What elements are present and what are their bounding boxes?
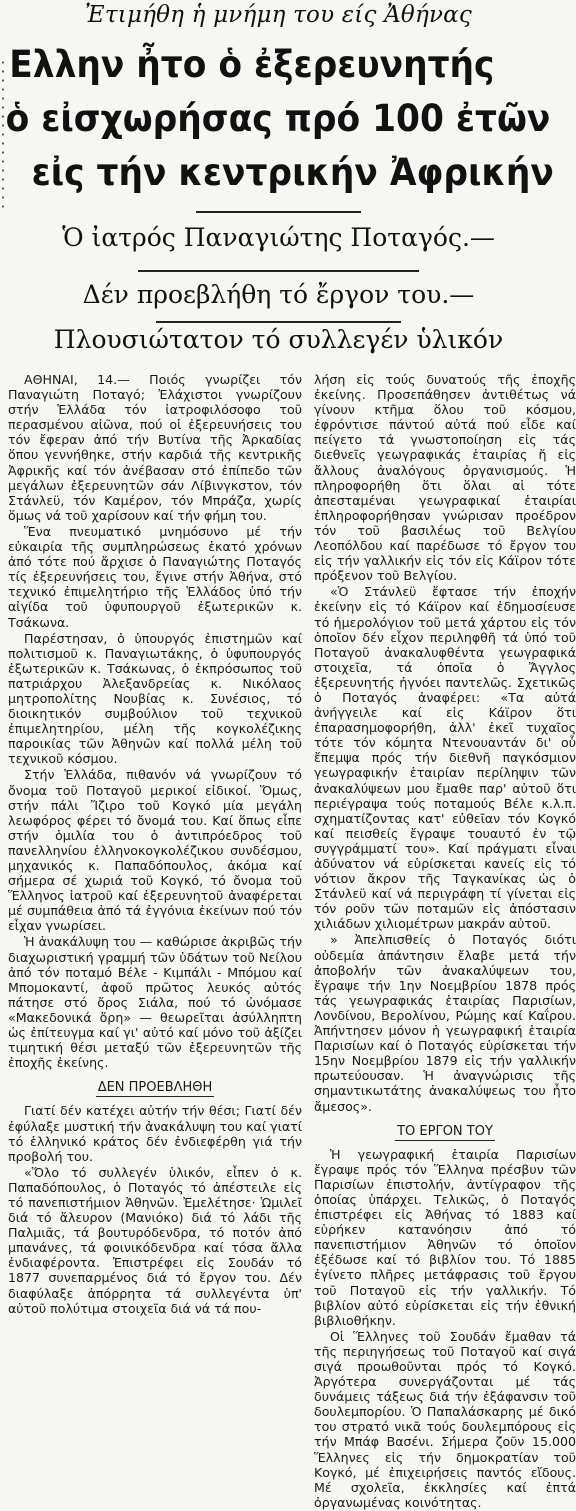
headline-line-3: εἰς τήν κεντρικήν Ἀφρικήν	[31, 151, 554, 194]
subheading	[314, 1124, 576, 1139]
subheading-text: ΔΕΝ ΠΡΟΕΒΛΗΘΗ	[97, 1080, 213, 1096]
rule-top	[196, 211, 361, 213]
paragraph: ΑΘΗΝΑΙ, 14.— Ποιός γνωρίζει τόν Παναγιώτη Ποταγό; Ἐλάχιστοι γνωρίζουν στήν Ἑλλάδα τόν ἰατροφιλόσοφο τοῦ περασμένου αἰῶνα, πού οἱ ἐξερευνήσεις του τόν ἔφεραν ἀπό τήν Βυτίνα τῆς Ἀρκαδίας ὅπου γεννήθηκε, στήν καρδιά τῆς κεντρικῆς Ἀφρικῆς καί τόν ἀνέβασαν στό ἐπίπεδο τῶν μεγάλων ἐξερευνητῶν σάν Λίβινγκστον, τόν Στάνλεϋ, τόν Καμέρον, τόν Μπράζα, χωρίς ὅμως νά τοῦ χαρίσουν καί τήν φήμη του.	[8, 372, 302, 523]
rule-mid-1	[138, 270, 419, 272]
subheading-text: ΤΟ ΕΡΓΟΝ ΤΟΥ	[397, 1123, 493, 1139]
subheading	[8, 1080, 302, 1095]
paragraph: Ἕνα πνευματικό μνημόσυνο μέ τήν εὐκαιρία τῆς συμπληρώσεως ἑκατό χρόνων ἀπό τότε πού ἄρχισε ὁ Παναγιώτης Ποταγός τίς ἐξερευνήσεις του, ἔγινε στήν Ἀθήνα, στό τεχνικό ἐπιμελητήριο τῆς Ἑλλάδος ὑπό τήν αἰγίδα τοῦ ὑφυπουργοῦ ἐξωτερικῶν κ. Τσάκωνα.	[8, 523, 302, 630]
deck-line-3: Πλουσιώτατον τό συλλεγέν ὑλικόν	[53, 325, 504, 354]
paragraph: «Ὅλο τό συλλεγέν ὑλικόν, εἶπεν ὁ κ. Παπαδόπουλος, ὁ Ποταγός τό ἀπέστειλε εἰς τό πανεπιστήμιον Ἀθηνῶν. Ἐμελέτησε· Ὡμιλεῖ διά τό ἄλευρον (Μανιόκο) διά τό λάδι τῆς Παλμιᾶς, τά βουτυρόδενδρα, τό ποτόν ἀπό μπανάνες, τά φοινικόδενδρα καί τόσα ἄλλα ἐνδιαφέροντα. Ἐπιστρέφει εἰς Σουδάν τό 1877 συνεπαρμένος διά τό ἔργον του. Δέν διαφύλαξε ἀπόρρητα τά συλλεγέντα ὑπ' αὐτοῦ πολύτιμα στοιχεῖα διά νά τά που-	[8, 1164, 302, 1316]
paragraph: Γιατί δέν κατέχει αὐτήν τήν θέσι; Γιατί δέν ἐφύλαξε μυστική τήν ἀνακάλυψη του καί γιατί τό ἑλληνικό κράτος δέν ἐνδιεφέρθη γιά τήν προβολή του.	[8, 1103, 302, 1164]
paragraph: Οἱ Ἕλληνες τοῦ Σουδάν ἔμαθαν τά τῆς περιηγήσεως τοῦ Ποταγοῦ καί σιγά σιγά προωθοῦνται πρός τό Κογκό. Ἀργότερα συνεργάζονται μέ τάς δυνάμεις τάξεως διά τήν ἐξάφανσιν τοῦ δουλεμπορίου. Ὁ Παπαλάσκαρης μέ δικό του στρατό νικᾶ τούς δουλεμπόρους εἰς τήν Μπάφ Βασένι. Σήμερα ζοῦν 15.000 Ἕλληνες εἰς τήν δημοκρατίαν τοῦ Κογκό, μέ ἐπιχειρήσεις παντός εἴδους. Μέ σχολεῖα, ἐκκλησίες καί ἐπτά ὀργανωμένας κοινότητας.	[314, 1328, 576, 1510]
paragraph: Στήν Ἑλλάδα, πιθανόν νά γνωρίζουν τό ὄνομα τοῦ Ποταγοῦ μερικοί εἰδικοί. Ὅμως, στήν πάλι Ἴζιρο τοῦ Κογκό μία μεγάλη λεωφόρος φέρει τό ὄνομά του. Καί ὅπως εἶπε στήν ὁμιλία του ὁ ἀντιπρόεδρος τοῦ πανελληνίου ἑλληνοκογκολέζικου συνδέσμου, μηχανικός κ. Παπαδόπουλος, ἀκόμα καί σήμερα σέ χωριά τοῦ Κογκό, τό ὄνομα τοῦ Ἕλληνος ἰατροῦ καί ἐξερευνητοῦ ἀναφέρεται μέ συμπάθεια ἀπό τά ἐγγόνια ἐκείνων πού τόν εἶχαν γνωρίσει.	[8, 767, 302, 934]
article-column-2	[314, 372, 576, 1511]
paragraph: » Ἀπελπισθείς ὁ Ποταγός διότι οὐδεμία ἀπάντησιν ἔλαβε μετά τήν ἀποβολήν τῶν ἀνακαλύψεων του, ἔγραψε τήν 1ην Νοεμβρίου 1878 πρός τάς γεωγραφικάς ἑταιρίας Παρισίων, Λονδίνου, Βερολίνου, Ρώμης καί Καΐρου. Ἀπήντησεν μόνον ἡ γεωγραφική ἑταιρία Παρισίων καί ὁ Ποταγός εὑρίσκεται τήν 15ην Νοεμβρίου 1879 εἰς τήν γαλλικήν πρωτεύουσαν. Ἡ ἀναγνώρισις τῆς σημαντικωτάτης ἀνακαλύψεως του ἦτο ἄμεσος».	[314, 932, 576, 1114]
headline-line-1: Ελλην ἦτο ὁ ἐξερευνητής	[9, 43, 495, 86]
paragraph: Ἡ ἀνακάλυψη του — καθώρισε ἀκριβῶς τήν διαχωριστική γραμμή τῶν ὑδάτων τοῦ Νείλου ἀπό τόν ποταμό Βέλε - Κιμπάλι - Μπόμου καί Μπομοκαντί, ἀφοῦ πρῶτος λευκός αὐτός πάτησε στό ὄρος Σιάλα, πού τό ὠνόμασε «Μακεδονικά ὄρη» — θεωρεῖται ἀσύλληπτη ὡς ἐπίτευγμα καί γι' αὐτό καί μόνο τοῦ ἀξίζει τιμητική θέσι μεταξύ τῶν ἐξερευνητῶν τῆς ἐποχῆς ἐκείνης.	[8, 934, 302, 1071]
deck-line-1: Ὁ ἰατρός Παναγιώτης Ποταγός.—	[62, 223, 495, 252]
paragraph: λήση εἰς τούς δυνατούς τῆς ἐποχῆς ἐκείνης. Προσεπάθησεν ἀντιθέτως νά γίνουν κτῆμα ὅλου τοῦ κόσμου, ἐφρόντισε πάντού αὐτά πού εἶδε καί πείγετο τά γνωστοποίηση εἰς τάς διεθνεῖς γεωγραφικάς ἑταιρίας ἤ εἰς ἄλλους ἀναλόγους ὀργανισμούς. Ἡ πληροφορήθη ὅτι ὅλαι αἱ τότε ἀπεσταμέναι γεωγραφικαί ἑταιρίαι ἐπληροφορήθησαν γνώρισαν προέδρον τόν τοῦ βασιλέως τοῦ Βελγίου Λεοπόλδου καί παρέδωσε τό ἔργον του εἰς τήν γαλλικήν εἰς τόν εἰς Κάϊρον τότε πρόξενον τοῦ Βελγίου.	[314, 372, 576, 584]
rule-mid-2	[156, 321, 401, 323]
deck-line-2: Δέν προεβλήθη τό ἔργον του.—	[82, 280, 475, 309]
paragraph: «Ὁ Στάνλεϋ ἔφτασε τήν ἐποχήν ἐκείνην εἰς τό Κάϊρον καί ἐδημοσίευσε τό ἡμερολόγιον τοῦ μετά χάρτου εἰς τόν ὁποῖον δέν εἶχον περιληφθῆ τά ὑπό τοῦ Ποταγοῦ ἀνακαλυφθέντα γεωγραφικά στοιχεῖα, τά ὁποῖα ὁ Ἄγγλος ἐξερευνητής ἠγνόει παντελῶς. Σχετικῶς ὁ Ποταγός ἀναφέρει: «Τα αὐτά ἀνήγγειλε καί εἰς Κάϊρον ὅτι ἐπαρασημοφορήθη, ἀλλ' ἐκεῖ τυχαῖος τότε τόν κόμητα Ντενουαντάν δι' οὗ ἔπεμψα πρός τήν διεθνῆ παγκόσμιον γεωγραφικήν ἑταιρίαν περίληψιν τῶν ἀνακαλύψεων μου ἔμαθε παρ' αὐτοῦ ὅτι περιέγραψα τούς ποταμούς Βέλε κ.λ.π. σχηματίζοντας κατ' εὐθεῖαν τόν Κογκό καί πεισθείς ἔγραψε τουαυτό ἐν τῷ συγγράμματί του». Καί πράγματι εἶναι ἀδύνατον νά εὑρίσκεται κανείς εἰς τό νότιον ἄκρον τῆς Ταγκανίκας ὡς ὁ Στάνλεϋ καί νά περιγράφη τί γίνεται εἰς τόν ροῦν τῶν ποταμῶν εἰς ἀπόστασιν χιλιάδων χιλιομέτρων μακράν αὐτοῦ.	[314, 584, 576, 932]
kicker: Ἐτιμήθη ἡ μνήμη του είς Ἀθήνας	[85, 2, 472, 28]
article-column-1	[8, 372, 302, 1317]
headline	[0, 38, 558, 200]
headline-line-2: ὁ εἰσχωρήσας πρό 100 ἐτῶν	[5, 97, 551, 140]
paragraph: Ἡ γεωγραφική ἑταιρία Παρισίων ἔγραψε πρός τόν Ἕλληνα πρέσβυν τῶν Παρισίων ἐπιστολήν, ἀντίγραφον τῆς ὁποίας ὑπάρχει. Τελικῶς, ὁ Ποταγός ἐπιστρέφει εἰς Ἀθήνας τό 1883 καί εὑρήκεν κατανόησιν ἀπό τό πανεπιστήμιον Ἀθηνῶν τό ὁποῖον ἐξέδωσε καί τό βιβλίον του. Τό 1885 ἐγίνετο πλῆρες μετάφρασις τοῦ ἔργου τοῦ Ποταγοῦ εἰς τήν γαλλικήν. Τό βιβλίον αὐτό εὑρίσκεται εἰς τήν ἐθνική βιβλιοθήκην.	[314, 1146, 576, 1328]
paragraph: Παρέστησαν, ὁ ὑπουργός ἐπιστημῶν καί πολιτισμοῦ κ. Παναγιωτάκης, ὁ ὑφυπουργός ἐξωτερικῶν κ. Τσάκωνας, ὁ ἐκπρόσωπος τοῦ πατριάρχου Ἀλεξανδρείας κ. Νικόλαος μητροπολίτης Νουβίας κ. Συνέσιος, τό διοικητικόν συμβούλιον τοῦ τεχνικοῦ ἐπιμελητηρίου, μέλη τῆς κογκολέζικης παροικίας τῶν Ἀθηνῶν καί πολλά μέλη τοῦ τεχνικοῦ κόσμου.	[8, 630, 302, 767]
